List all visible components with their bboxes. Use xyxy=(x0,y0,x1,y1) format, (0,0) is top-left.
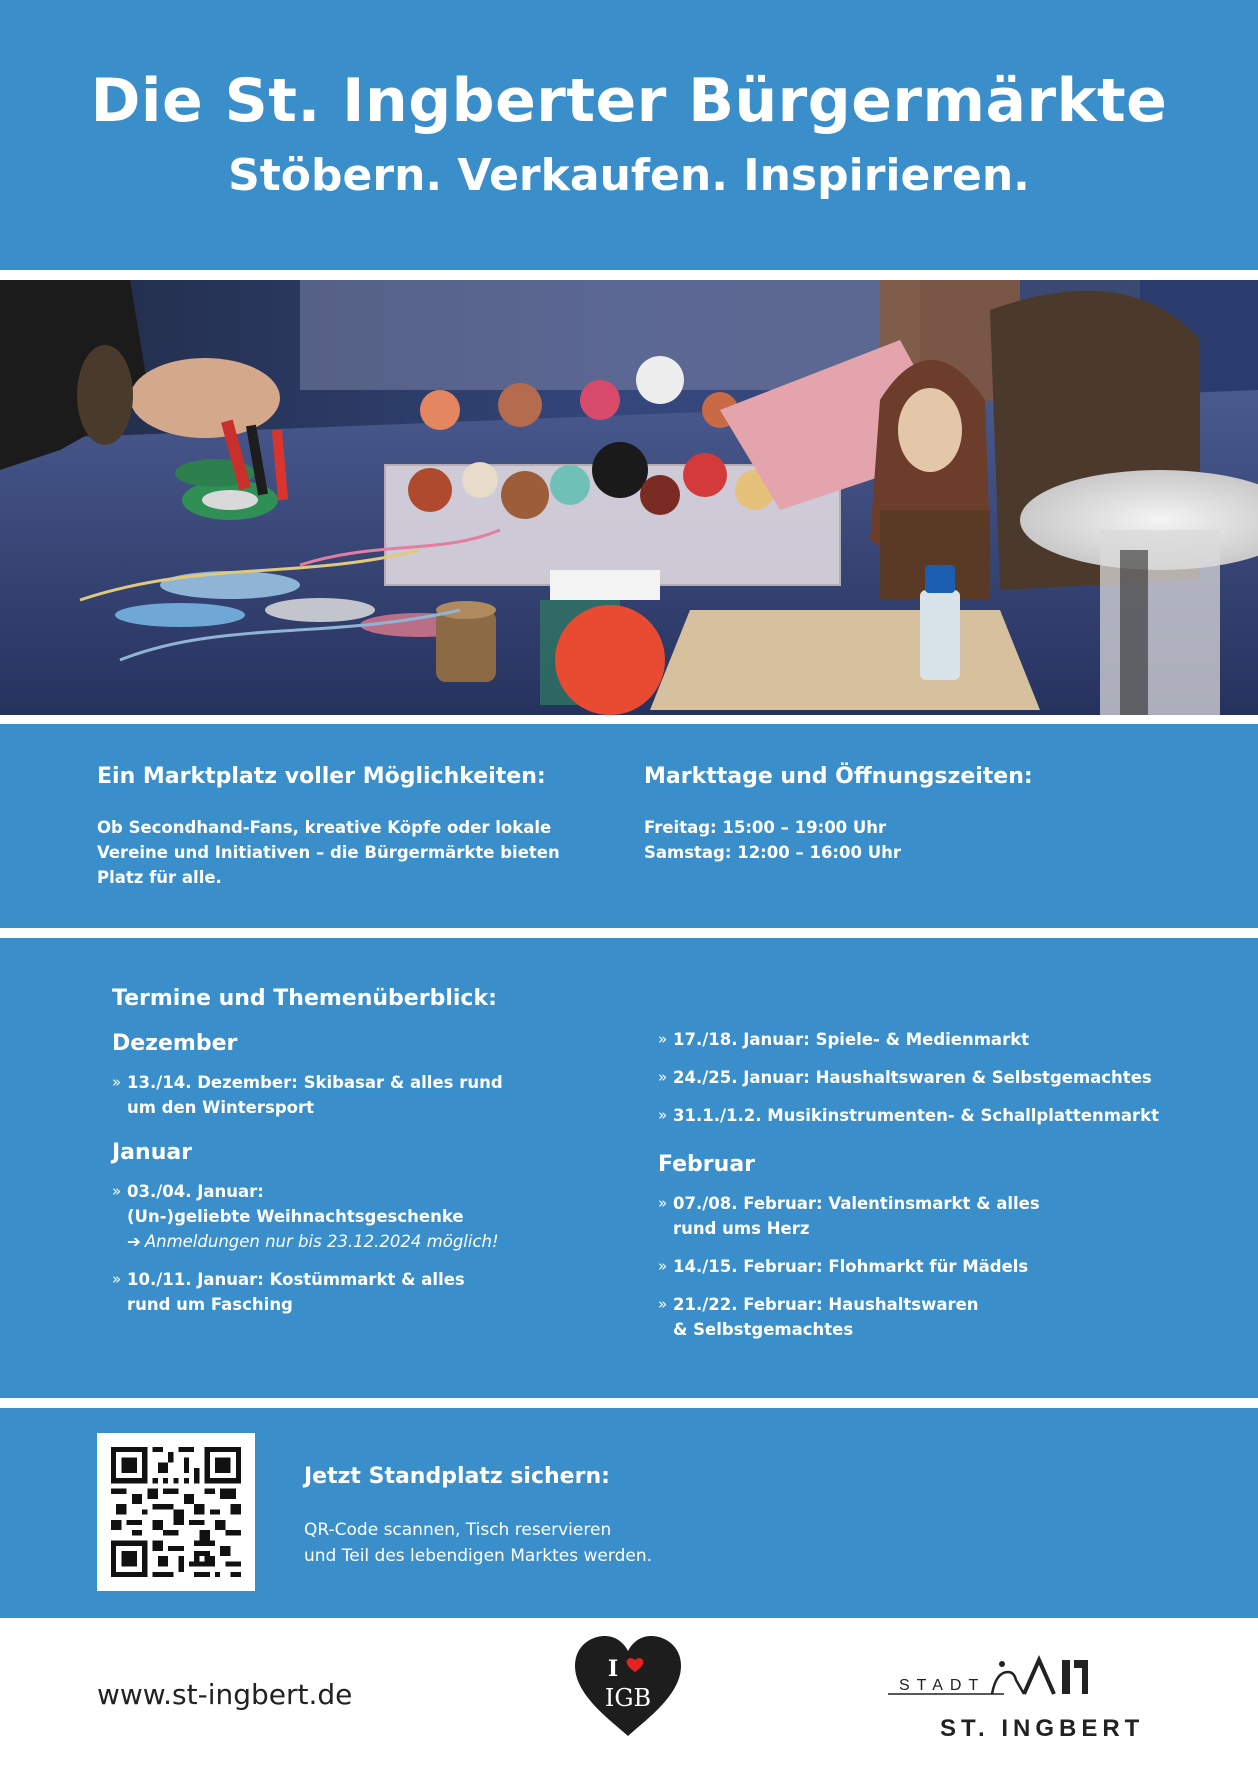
market-photo-illustration xyxy=(0,280,1258,715)
schedule-entry xyxy=(658,1292,1218,1342)
month-february: Februar xyxy=(658,1152,756,1177)
entry-line: 07./08. Februar: Valentinsmarkt & alles xyxy=(673,1194,1040,1213)
bullet: » xyxy=(658,1295,668,1313)
page-subtitle: Stöbern. Verkaufen. Inspirieren. xyxy=(228,150,1030,201)
entry-line: 14./15. Februar: Flohmarkt für Mädels xyxy=(673,1257,1029,1276)
schedule-entry xyxy=(658,1027,1218,1052)
cta-line: und Teil des lebendigen Marktes werden. xyxy=(304,1546,652,1566)
entry-line: 13./14. Dezember: Skibasar & alles rund xyxy=(127,1073,503,1092)
schedule-right-column xyxy=(658,1027,1218,1355)
opening-hours-list xyxy=(644,815,1184,865)
entry-line: 03./04. Januar: xyxy=(127,1182,264,1201)
cta-text xyxy=(304,1464,652,1569)
cta-line: QR-Code scannen, Tisch reservieren xyxy=(304,1520,612,1540)
bullet: » xyxy=(658,1030,668,1048)
schedule-entry xyxy=(658,1254,1218,1279)
bullet: » xyxy=(112,1270,122,1288)
schedule-heading: Termine und Themenüberblick: xyxy=(112,986,497,1011)
entry-line: 17./18. Januar: Spiele- & Medienmarkt xyxy=(673,1030,1030,1049)
marketplace-info xyxy=(97,764,617,890)
entry-line: 21./22. Februar: Haushaltswaren xyxy=(673,1295,979,1314)
header-band xyxy=(0,0,1258,270)
bullet: » xyxy=(112,1073,122,1091)
entry-line: 10./11. Januar: Kostümmarkt & alles xyxy=(127,1270,465,1289)
registration-note xyxy=(127,1229,572,1254)
month-january: Januar xyxy=(112,1140,193,1165)
opening-hours-saturday: Samstag: 12:00 – 16:00 Uhr xyxy=(644,843,902,862)
entry-line: rund um Fasching xyxy=(127,1295,293,1314)
schedule-entry xyxy=(658,1191,1218,1241)
entry-line: um den Wintersport xyxy=(127,1098,314,1117)
bullet: » xyxy=(658,1194,668,1212)
schedule-entry xyxy=(112,1179,572,1254)
entry-line: rund ums Herz xyxy=(673,1219,810,1238)
schedule-entry xyxy=(658,1065,1218,1090)
heart-logo-igb: IGB xyxy=(604,1684,652,1712)
opening-hours-friday: Freitag: 15:00 – 19:00 Uhr xyxy=(644,818,887,837)
entry-line: 24./25. Januar: Haushaltswaren & Selbstgemachtes xyxy=(673,1068,1152,1087)
schedule-band xyxy=(0,938,1258,1398)
marketplace-description xyxy=(97,815,617,890)
qr-code-graphic xyxy=(111,1447,241,1577)
st-ingbert-label: ST. INGBERT xyxy=(940,1715,1145,1742)
market-photo xyxy=(0,280,1258,715)
cta-description xyxy=(304,1517,652,1569)
footer xyxy=(0,1618,1258,1772)
description-line: Vereine und Initiativen – die Bürgermärkte bieten xyxy=(97,843,560,862)
cta-heading: Jetzt Standplatz sichern: xyxy=(304,1464,610,1489)
schedule-entry xyxy=(112,1070,572,1120)
bullet: » xyxy=(658,1068,668,1086)
entry-line: & Selbstgemachtes xyxy=(673,1320,854,1339)
cta-band xyxy=(0,1408,1258,1618)
website-link[interactable]: www.st-ingbert.de xyxy=(97,1678,353,1711)
heart-icon xyxy=(573,1634,683,1738)
stadt-st-ingbert-logo xyxy=(884,1650,1164,1750)
opening-hours xyxy=(644,764,1184,865)
schedule-entry xyxy=(658,1103,1218,1128)
entry-line: (Un-)geliebte Weihnachtsgeschenke xyxy=(127,1207,464,1226)
bullet: » xyxy=(658,1106,668,1124)
description-line: Platz für alle. xyxy=(97,868,222,887)
entry-line: 31.1./1.2. Musikinstrumenten- & Schallplattenmarkt xyxy=(673,1106,1160,1125)
arrow-right-icon: ➔ xyxy=(127,1232,141,1251)
description-line: Ob Secondhand-Fans, kreative Köpfe oder lokale xyxy=(97,818,552,837)
month-december: Dezember xyxy=(112,1031,238,1056)
bullet: » xyxy=(112,1182,122,1200)
schedule-left-column xyxy=(112,986,572,1330)
info-band xyxy=(0,724,1258,928)
schedule-entry xyxy=(112,1267,572,1317)
qr-code-icon[interactable] xyxy=(97,1433,255,1591)
stadt-label: STADT xyxy=(899,1677,986,1694)
marketplace-heading: Ein Marktplatz voller Möglichkeiten: xyxy=(97,764,546,789)
note-text: Anmeldungen nur bis 23.12.2024 möglich! xyxy=(144,1232,499,1251)
page-title: Die St. Ingberter Bürgermärkte xyxy=(90,66,1168,136)
bullet: » xyxy=(658,1257,668,1275)
opening-hours-heading: Markttage und Öffnungszeiten: xyxy=(644,764,1033,789)
heart-logo-i: I xyxy=(607,1656,619,1682)
